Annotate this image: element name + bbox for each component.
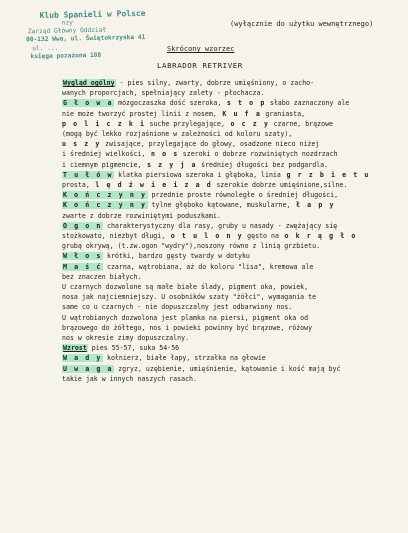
section-term: u s z y	[62, 140, 101, 149]
stamp-line: 00-132 Wwa, ul. Świętokrzyska 41	[26, 34, 146, 44]
text-line: suche przylegające,	[145, 119, 225, 128]
stamp-line: nzy	[61, 19, 74, 27]
club-stamp	[19, 9, 160, 62]
document-subtitle: Skrócony wzorzec	[167, 45, 235, 53]
section-term: K o ń c z y n y	[63, 201, 147, 210]
text-line: - pies silny, zwarty, dobrze umięśniony, o zacho-	[115, 79, 315, 87]
text-line: mózgoczaszka dość szeroka,	[114, 99, 222, 108]
stamp-line: Klub Spanieli w Polsce	[39, 8, 146, 21]
section-term: O g o n	[63, 221, 102, 230]
standard-text	[62, 78, 400, 384]
text-line: czarna, wątrobiana, aż do koloru "lisa", kremowa ale	[103, 262, 314, 271]
section-term: g r z b i e t u	[280, 170, 370, 179]
text-line: (mogą być lekko rozjaśnione w zależności od koloru szaty),	[62, 130, 293, 139]
text-line: nosa jak najciemniejszy. U osobników szaty "żółci", wymagania te	[62, 293, 317, 302]
section-term: ł a p y	[290, 201, 336, 210]
section-term: s t o p	[221, 99, 266, 108]
section-term: U w a g a	[63, 364, 114, 373]
section-term: K u f a	[216, 109, 262, 118]
text-line: bez znaczen białych.	[62, 272, 142, 281]
text-line: brązowego do żółtego, nos i powieki powinny być brązowe, różowy	[62, 323, 313, 332]
text-line: U wątrobianych dozwolona jest plamka na piersi, pigment oka od	[62, 313, 309, 322]
document-title: LABRADOR RETRIVER	[157, 61, 243, 70]
text-line: tylne głęboko kątowane, muskularne,	[147, 201, 291, 210]
text-line: grubą okrywą, (t.zw.ogon "wydry"),noszony równo z linią grzbietu.	[62, 242, 321, 251]
section-term: W a d y	[63, 354, 102, 363]
text-line: i średniej wielkości,	[62, 150, 146, 159]
text-line: pies 55-57, suka 54-56	[87, 344, 180, 353]
section-term: o c z y	[224, 119, 270, 128]
text-line: czarne, brązowe	[269, 119, 334, 128]
section-term: G ł o w a	[63, 99, 114, 108]
text-line: klatka piersiowa szeroka i głęboka, linia	[114, 170, 281, 179]
stamp-line: księga pozażona 188	[30, 51, 102, 61]
text-line: i ciemnym pigmencie,	[62, 160, 142, 169]
text-line: średniej długości bez podgardla.	[197, 160, 329, 169]
text-line: charakterystyczny dla rasy, gruby u nasady - zwężający się	[103, 221, 338, 230]
text-line: stożkowato, niezbyt długi,	[62, 232, 166, 241]
internal-use-note: (wyłącznie do użytku wewnętrznego)	[230, 20, 374, 28]
text-line: krótki, bardzo gęsty twardy w dotyku	[103, 252, 250, 261]
section-term: o k r ą g ł o	[278, 232, 357, 241]
section-term: o t u l o n y	[165, 232, 244, 241]
stamp-line: ul. ...	[32, 44, 59, 52]
text-line: takie jak w innych naszych rasach.	[62, 374, 197, 383]
text-line: zgryz, uzębienie, umięśnienie, kątowanie i kość mają być	[114, 364, 341, 373]
text-line: gęsto na	[243, 232, 279, 241]
section-term: n o s	[145, 150, 179, 159]
text-line: nie może tworzyć prostej linii z nosem,	[62, 109, 217, 118]
text-line: prosta,	[62, 181, 90, 190]
text-line: szeroki o dobrze rozwiniętych nozdrzach	[178, 150, 338, 159]
text-line: przednie proste równoległe o średniej długości,	[147, 191, 339, 200]
section-term: M a ś ć	[63, 262, 102, 271]
section-term: Wygląd ogólny	[63, 79, 115, 87]
text-line: U czarnych dozwolone są małe białe ślady, pigment oka, powiek,	[62, 283, 309, 292]
text-line: zwisające, przylegające do głowy, osadzone nieco niżej	[101, 140, 320, 149]
text-line: wanych proporcjach, spełniający zalety - płochacza.	[62, 89, 265, 98]
stamp-line: Zarząd Główny Oddział	[27, 26, 107, 36]
text-line: graniasta,	[261, 109, 306, 118]
section-term: T u ł ó w	[63, 170, 114, 179]
section-term: p o l i c z k i	[62, 119, 146, 128]
section-term: W ł o s	[63, 252, 102, 261]
text-line: zwarte z dobrze rozwiniętymi poduszkami.	[62, 211, 221, 220]
text-line: nos w okresie zimy dopuszczalny.	[62, 334, 190, 343]
section-term: s z y j a	[141, 160, 198, 169]
text-line: słabo zaznaczony ale	[265, 99, 350, 108]
section-term: K o ń c z y n y	[63, 191, 147, 200]
text-line: same co u czarnych - nie dopuszczalny jest odbarwiony nos.	[62, 303, 293, 312]
section-term: l ę d ź w i e i z a d	[89, 181, 213, 190]
text-line: kołnierz, białe łapy, strzałka na głowie	[103, 354, 266, 363]
section-term: Wzrost	[63, 344, 87, 353]
text-line: szerokie dobrze umięśnione,silne.	[212, 181, 348, 190]
